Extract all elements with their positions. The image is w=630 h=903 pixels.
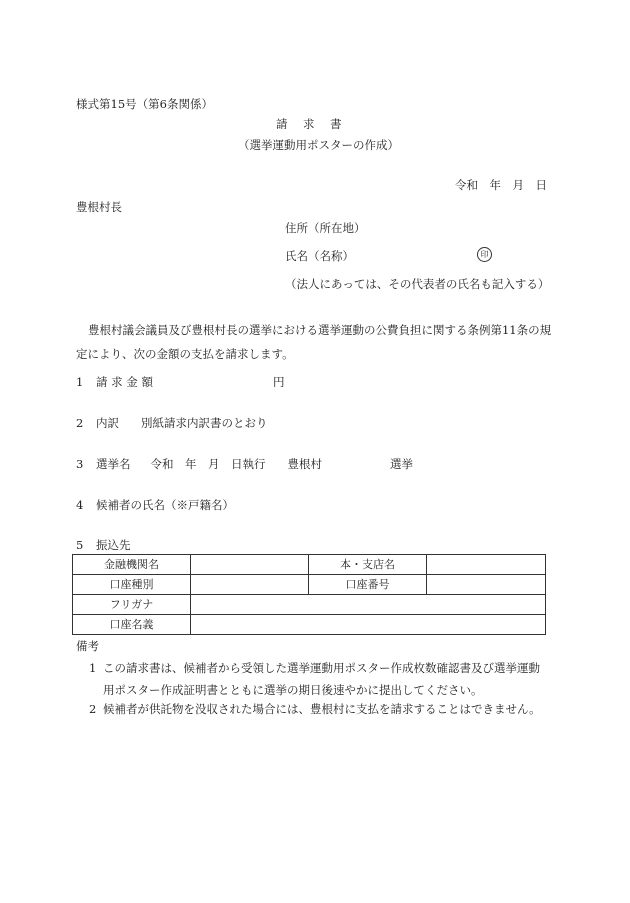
election-date: 令和 年 月 日執行 (150, 457, 266, 471)
village-name: 豊根村 (287, 457, 322, 471)
body-text: 豊根村議会議員及び豊根村長の選挙における選挙運動の公費負担に関する条例第11条の規定により、次の金額の支払を請求します。 (76, 323, 552, 361)
bank-name-label: 金融機関名 (73, 555, 191, 575)
item-label: 内訳 (96, 416, 119, 430)
table-row (73, 595, 546, 615)
item-number: 5 (76, 538, 84, 552)
account-type-label: 口座種別 (73, 575, 191, 595)
document-title: 請 求 書 (276, 117, 344, 131)
account-number-cell[interactable] (427, 575, 546, 595)
item-number: 3 (76, 457, 84, 471)
item-transfer-destination (76, 539, 131, 553)
note-text-continued: 用ポスター作成証明書とともに選挙の期日後速やかに提出してください。 (103, 683, 483, 697)
furigana-label: フリガナ (73, 595, 191, 615)
account-holder-label: 口座名義 (73, 615, 191, 635)
election-suffix: 選挙 (390, 457, 413, 471)
item-number: 1 (76, 375, 84, 389)
addressee: 豊根村長 (76, 200, 122, 214)
note-text: この請求書は、候補者から受領した選挙運動用ポスター作成枚数確認書及び選挙運動 (103, 661, 540, 675)
form-number: 様式第15号（第6条関係） (76, 97, 213, 111)
bank-name-cell[interactable] (191, 555, 309, 575)
item-value: 別紙請求内訳書のとおり (141, 416, 268, 430)
note-number: 1 (89, 661, 97, 675)
account-holder-cell[interactable] (191, 615, 546, 635)
branch-name-cell[interactable] (427, 555, 546, 575)
note-item (89, 698, 559, 720)
bank-account-table (72, 554, 546, 635)
note-item (89, 657, 559, 701)
account-type-cell[interactable] (191, 575, 309, 595)
item-label: 候補者の氏名（※戸籍名） (96, 498, 234, 512)
item-election-name (76, 458, 413, 472)
table-row (73, 575, 546, 595)
item-label: 振込先 (96, 538, 131, 552)
item-label: 選挙名 (96, 457, 131, 471)
note-number: 2 (89, 702, 97, 716)
item-breakdown (76, 417, 268, 431)
item-claim-amount (76, 376, 284, 390)
account-number-label: 口座番号 (309, 575, 427, 595)
item-number: 4 (76, 498, 84, 512)
address-label: 住所（所在地） (285, 221, 366, 235)
document-subtitle: （選挙運動用ポスターの作成） (238, 138, 399, 152)
branch-name-label: 本・支店名 (309, 555, 427, 575)
item-candidate-name (76, 499, 234, 513)
notes-label: 備考 (76, 639, 99, 653)
seal-icon: 印 (477, 247, 492, 262)
note-text: 候補者が供託物を没収された場合には、豊根村に支払を請求することはできません。 (103, 702, 541, 716)
currency-unit: 円 (272, 375, 285, 389)
table-row (73, 555, 546, 575)
name-label: 氏名（名称） (285, 249, 354, 263)
table-row (73, 615, 546, 635)
furigana-cell[interactable] (191, 595, 546, 615)
date-line: 令和 年 月 日 (455, 178, 547, 192)
item-number: 2 (76, 416, 84, 430)
corporate-note: （法人にあっては、その代表者の氏名も記入する） (285, 277, 550, 291)
item-label: 請 求 金 額 (96, 375, 153, 389)
